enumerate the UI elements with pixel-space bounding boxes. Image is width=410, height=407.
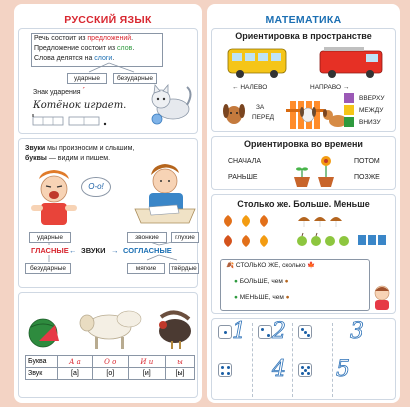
speech-rule-2: Предложение состоит из слов.: [34, 45, 135, 52]
compare-subtitle: Столько же. Больше. Меньше: [237, 199, 370, 209]
dice-five-icon: [298, 363, 312, 377]
vowels-stressed-box: ударные: [29, 232, 71, 243]
sounds-rule-2: буквы — видим и пишем.: [25, 155, 111, 162]
letter-i: И и: [128, 356, 165, 368]
space-orientation-panel: [211, 28, 396, 132]
behind-label: ЗА: [256, 104, 265, 111]
sounds-center-label: ЗВУКИ: [81, 246, 106, 255]
flower-pots-illustration: [290, 153, 340, 189]
compare-panel: [211, 194, 396, 314]
dog-icon-1: [223, 104, 245, 124]
less-rule: ● МЕНЬШЕ, чем ●: [234, 294, 290, 301]
digit-five: 5: [336, 357, 350, 382]
boy-avatar-illustration: [370, 283, 394, 311]
speech-structure-panel: [18, 28, 198, 134]
earlier-top-label: СНАЧАЛА: [228, 158, 261, 165]
consonants-voiced-box: звонкие: [127, 232, 167, 243]
time-orientation-panel: [211, 136, 396, 190]
counting-objects-illustration: [218, 211, 394, 251]
unstressed-syllables-box: безударные: [113, 73, 157, 84]
letter-row-label: Буква: [26, 356, 58, 368]
bus-icon: [228, 49, 286, 78]
digits-panel: [211, 318, 396, 400]
digit-four: 4: [272, 357, 286, 382]
animals-illustration: [25, 295, 195, 351]
letter-y: ы: [165, 356, 194, 368]
cube-middle-icon: [344, 105, 354, 115]
sound-i: [и]: [128, 368, 165, 380]
speech-bubble-text: О-о!: [88, 182, 104, 191]
mushroom-icon-group: [298, 217, 342, 227]
vowels-label: ГЛАСНЫЕ: [31, 246, 69, 255]
consonants-soft-box: мягкие: [127, 263, 165, 274]
later-bottom-label: ПОЗЖЕ: [354, 174, 380, 181]
more-rule: ● БОЛЬШЕ, чем ●: [234, 278, 289, 285]
cube-top-icon: [344, 93, 354, 103]
sounds-row: [26, 368, 195, 380]
letters-panel: [18, 292, 198, 398]
digit-cell-divider-1: [252, 323, 253, 397]
leaf-icon-group: [224, 215, 268, 247]
same-rule: 🍂 СТОЛЬКО ЖЕ, сколько 🍁: [226, 262, 316, 269]
down-label: ВНИЗУ: [359, 119, 381, 126]
sound-a: [а]: [58, 368, 93, 380]
dice-two-icon: [258, 325, 272, 339]
left-direction-label: ← НАЛЕВО: [232, 84, 268, 91]
stress-mark-label: Знак ударения ´: [33, 86, 86, 96]
speech-rule-1: Речь состоит из предложений.: [34, 35, 134, 42]
arrow-left-sounds: ←: [69, 246, 77, 255]
letter-o: О о: [92, 356, 128, 368]
digit-cell-divider-2: [292, 323, 293, 397]
arrow-right-sounds: →: [111, 246, 119, 255]
apple-icon-group: [297, 233, 349, 246]
fire-truck-icon: [320, 47, 382, 78]
sentence-scheme: [29, 113, 139, 131]
math-title: МАТЕМАТИКА: [265, 14, 342, 26]
time-subtitle: Ориентировка во времени: [244, 139, 363, 149]
digit-two: 2: [272, 319, 286, 344]
digit-one: 1: [232, 319, 246, 344]
dice-three-icon: [298, 325, 312, 339]
right-direction-label: НАПРАВО →: [310, 84, 350, 91]
vowels-unstressed-box: безударные: [25, 263, 71, 274]
between-label: МЕЖДУ: [359, 107, 384, 114]
letters-row: [26, 356, 195, 368]
watermelon-icon: [29, 319, 59, 347]
flower-pot-icon: [318, 156, 334, 187]
digit-cell-divider-3: [332, 323, 333, 397]
russian-title: РУССКИЙ ЯЗЫК: [64, 14, 152, 26]
sprout-pot-icon: [294, 167, 310, 187]
consonants-label: СОГЛАСНЫЕ: [123, 246, 172, 255]
consonants-voiceless-box: глухие: [171, 232, 199, 243]
kitten-illustration: [147, 79, 195, 127]
vehicles-illustration: [216, 43, 394, 83]
cube-bottom-icon: [344, 117, 354, 127]
bucket-icon-group: [358, 235, 386, 245]
later-top-label: ПОТОМ: [354, 158, 380, 165]
earlier-bottom-label: РАНЬШЕ: [228, 174, 258, 181]
sounds-rule-1: Звуки мы произносим и слышим,: [25, 145, 135, 152]
up-label: ВВЕРХУ: [359, 95, 385, 102]
sound-o: [о]: [92, 368, 128, 380]
space-subtitle: Ориентировка в пространстве: [235, 31, 372, 41]
sound-row-label: Звук: [26, 368, 58, 380]
sample-sentence: Котёнок играет.: [33, 100, 127, 111]
speech-rule-3: Слова делятся на слоги.: [34, 55, 115, 62]
russian-page: [14, 4, 202, 403]
sheep-icon: [80, 311, 141, 349]
letter-a: А а: [58, 356, 93, 368]
sound-y: [ы]: [165, 368, 194, 380]
dogs-illustration: [216, 93, 356, 131]
dice-one-icon: [218, 325, 232, 339]
sounds-panel: [18, 138, 198, 288]
digit-three: 3: [350, 319, 364, 344]
dice-four-icon: [218, 363, 232, 377]
turkey-icon: [159, 312, 191, 349]
math-page: [207, 4, 400, 403]
letters-table: [25, 355, 195, 380]
front-label: ПЕРЕД: [252, 114, 275, 121]
stressed-syllables-box: ударные: [67, 73, 107, 84]
consonants-hard-box: твёрдые: [169, 263, 199, 274]
